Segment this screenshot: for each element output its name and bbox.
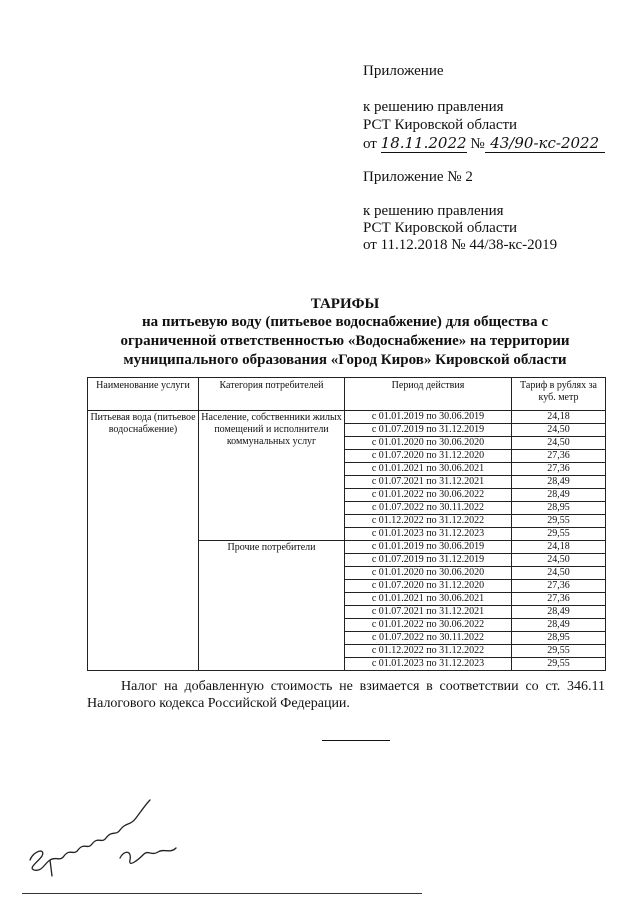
tariff-cell: 24,50 xyxy=(512,424,606,437)
title-line-2: ограниченной ответственностью «Водоснабжение» на территории xyxy=(120,333,570,349)
tariff-cell: 27,36 xyxy=(512,463,606,476)
service-name: Питьевая вода (питьевое водоснабжение) xyxy=(88,411,199,671)
period-cell: с 01.01.2022 по 30.06.2022 xyxy=(345,489,512,502)
period-cell: с 01.01.2020 по 30.06.2020 xyxy=(345,567,512,580)
period-cell: с 01.01.2023 по 31.12.2023 xyxy=(345,658,512,671)
tariff-cell: 24,50 xyxy=(512,554,606,567)
tariff-cell: 24,18 xyxy=(512,411,606,424)
period-cell: с 01.07.2019 по 31.12.2019 xyxy=(345,424,512,437)
authority-label: РСТ Кировской области xyxy=(363,117,518,133)
appendix-label: Приложение xyxy=(363,63,444,79)
decision-date-line xyxy=(363,134,605,153)
document-title: ТАРИФЫ xyxy=(310,296,380,312)
tariff-cell: 27,36 xyxy=(512,593,606,606)
tariff-cell: 28,49 xyxy=(512,476,606,489)
handwritten-date: 18.11.2022 xyxy=(380,134,467,152)
appendix2-label: Приложение № 2 xyxy=(363,169,473,185)
authority2-label: РСТ Кировской области xyxy=(363,220,518,236)
period-cell: с 01.01.2021 по 30.06.2021 xyxy=(345,593,512,606)
previous-decision: от 11.12.2018 № 44/38-кс-2019 xyxy=(363,237,558,253)
title-line-3: муниципального образования «Город Киров» Кировской области xyxy=(123,352,567,368)
separator-line xyxy=(322,740,390,741)
period-cell: с 01.01.2022 по 30.06.2022 xyxy=(345,619,512,632)
table-row xyxy=(88,411,606,424)
tariff-cell: 29,55 xyxy=(512,515,606,528)
period-cell: с 01.01.2019 по 30.06.2019 xyxy=(345,411,512,424)
tariff-cell: 28,49 xyxy=(512,606,606,619)
tariff-cell: 27,36 xyxy=(512,580,606,593)
period-cell: с 01.01.2023 по 31.12.2023 xyxy=(345,528,512,541)
period-cell: с 01.01.2019 по 30.06.2019 xyxy=(345,541,512,554)
tax-note: Налог на добавленную стоимость не взимается в соответствии со ст. 346.11 Налогового кодекса Российской Федерации. xyxy=(87,679,605,711)
tariff-cell: 24,50 xyxy=(512,437,606,450)
header-period: Период действия xyxy=(345,378,512,411)
period-cell: с 01.07.2022 по 30.11.2022 xyxy=(345,502,512,515)
period-cell: с 01.07.2021 по 31.12.2021 xyxy=(345,606,512,619)
category-other: Прочие потребители xyxy=(199,541,345,671)
tariff-cell: 29,55 xyxy=(512,528,606,541)
tariff-cell: 24,50 xyxy=(512,567,606,580)
period-cell: с 01.01.2020 по 30.06.2020 xyxy=(345,437,512,450)
period-cell: с 01.12.2022 по 31.12.2022 xyxy=(345,645,512,658)
period-cell: с 01.07.2019 по 31.12.2019 xyxy=(345,554,512,567)
tariff-cell: 24,18 xyxy=(512,541,606,554)
tariff-cell: 29,55 xyxy=(512,645,606,658)
tariff-cell: 28,49 xyxy=(512,619,606,632)
to-decision2-label: к решению правления xyxy=(363,203,504,219)
tariff-cell: 28,95 xyxy=(512,502,606,515)
period-cell: с 01.07.2022 по 30.11.2022 xyxy=(345,632,512,645)
category-population: Население, собственники жилых помещений и исполнители коммунальных услуг xyxy=(199,411,345,541)
bottom-line xyxy=(22,893,422,894)
tariff-cell: 28,95 xyxy=(512,632,606,645)
signature xyxy=(20,790,190,885)
tariffs-table xyxy=(87,377,606,671)
tariff-cell: 27,36 xyxy=(512,450,606,463)
tariff-cell: 29,55 xyxy=(512,658,606,671)
header-tariff: Тариф в рублях за куб. метр xyxy=(512,378,606,411)
period-cell: с 01.12.2022 по 31.12.2022 xyxy=(345,515,512,528)
period-cell: с 01.07.2021 по 31.12.2021 xyxy=(345,476,512,489)
from-prefix: от xyxy=(363,136,377,152)
period-cell: с 01.01.2021 по 30.06.2021 xyxy=(345,463,512,476)
number-prefix: № xyxy=(470,136,485,152)
to-decision-label: к решению правления xyxy=(363,99,504,115)
header-category: Категория потребителей xyxy=(199,378,345,411)
period-cell: с 01.07.2020 по 31.12.2020 xyxy=(345,450,512,463)
period-cell: с 01.07.2020 по 31.12.2020 xyxy=(345,580,512,593)
header-service: Наименование услуги xyxy=(88,378,199,411)
handwritten-number: 43/90-кс-2022 xyxy=(485,134,605,153)
title-line-1: на питьевую воду (питьевое водоснабжение) для общества с xyxy=(142,314,548,330)
tariff-cell: 28,49 xyxy=(512,489,606,502)
